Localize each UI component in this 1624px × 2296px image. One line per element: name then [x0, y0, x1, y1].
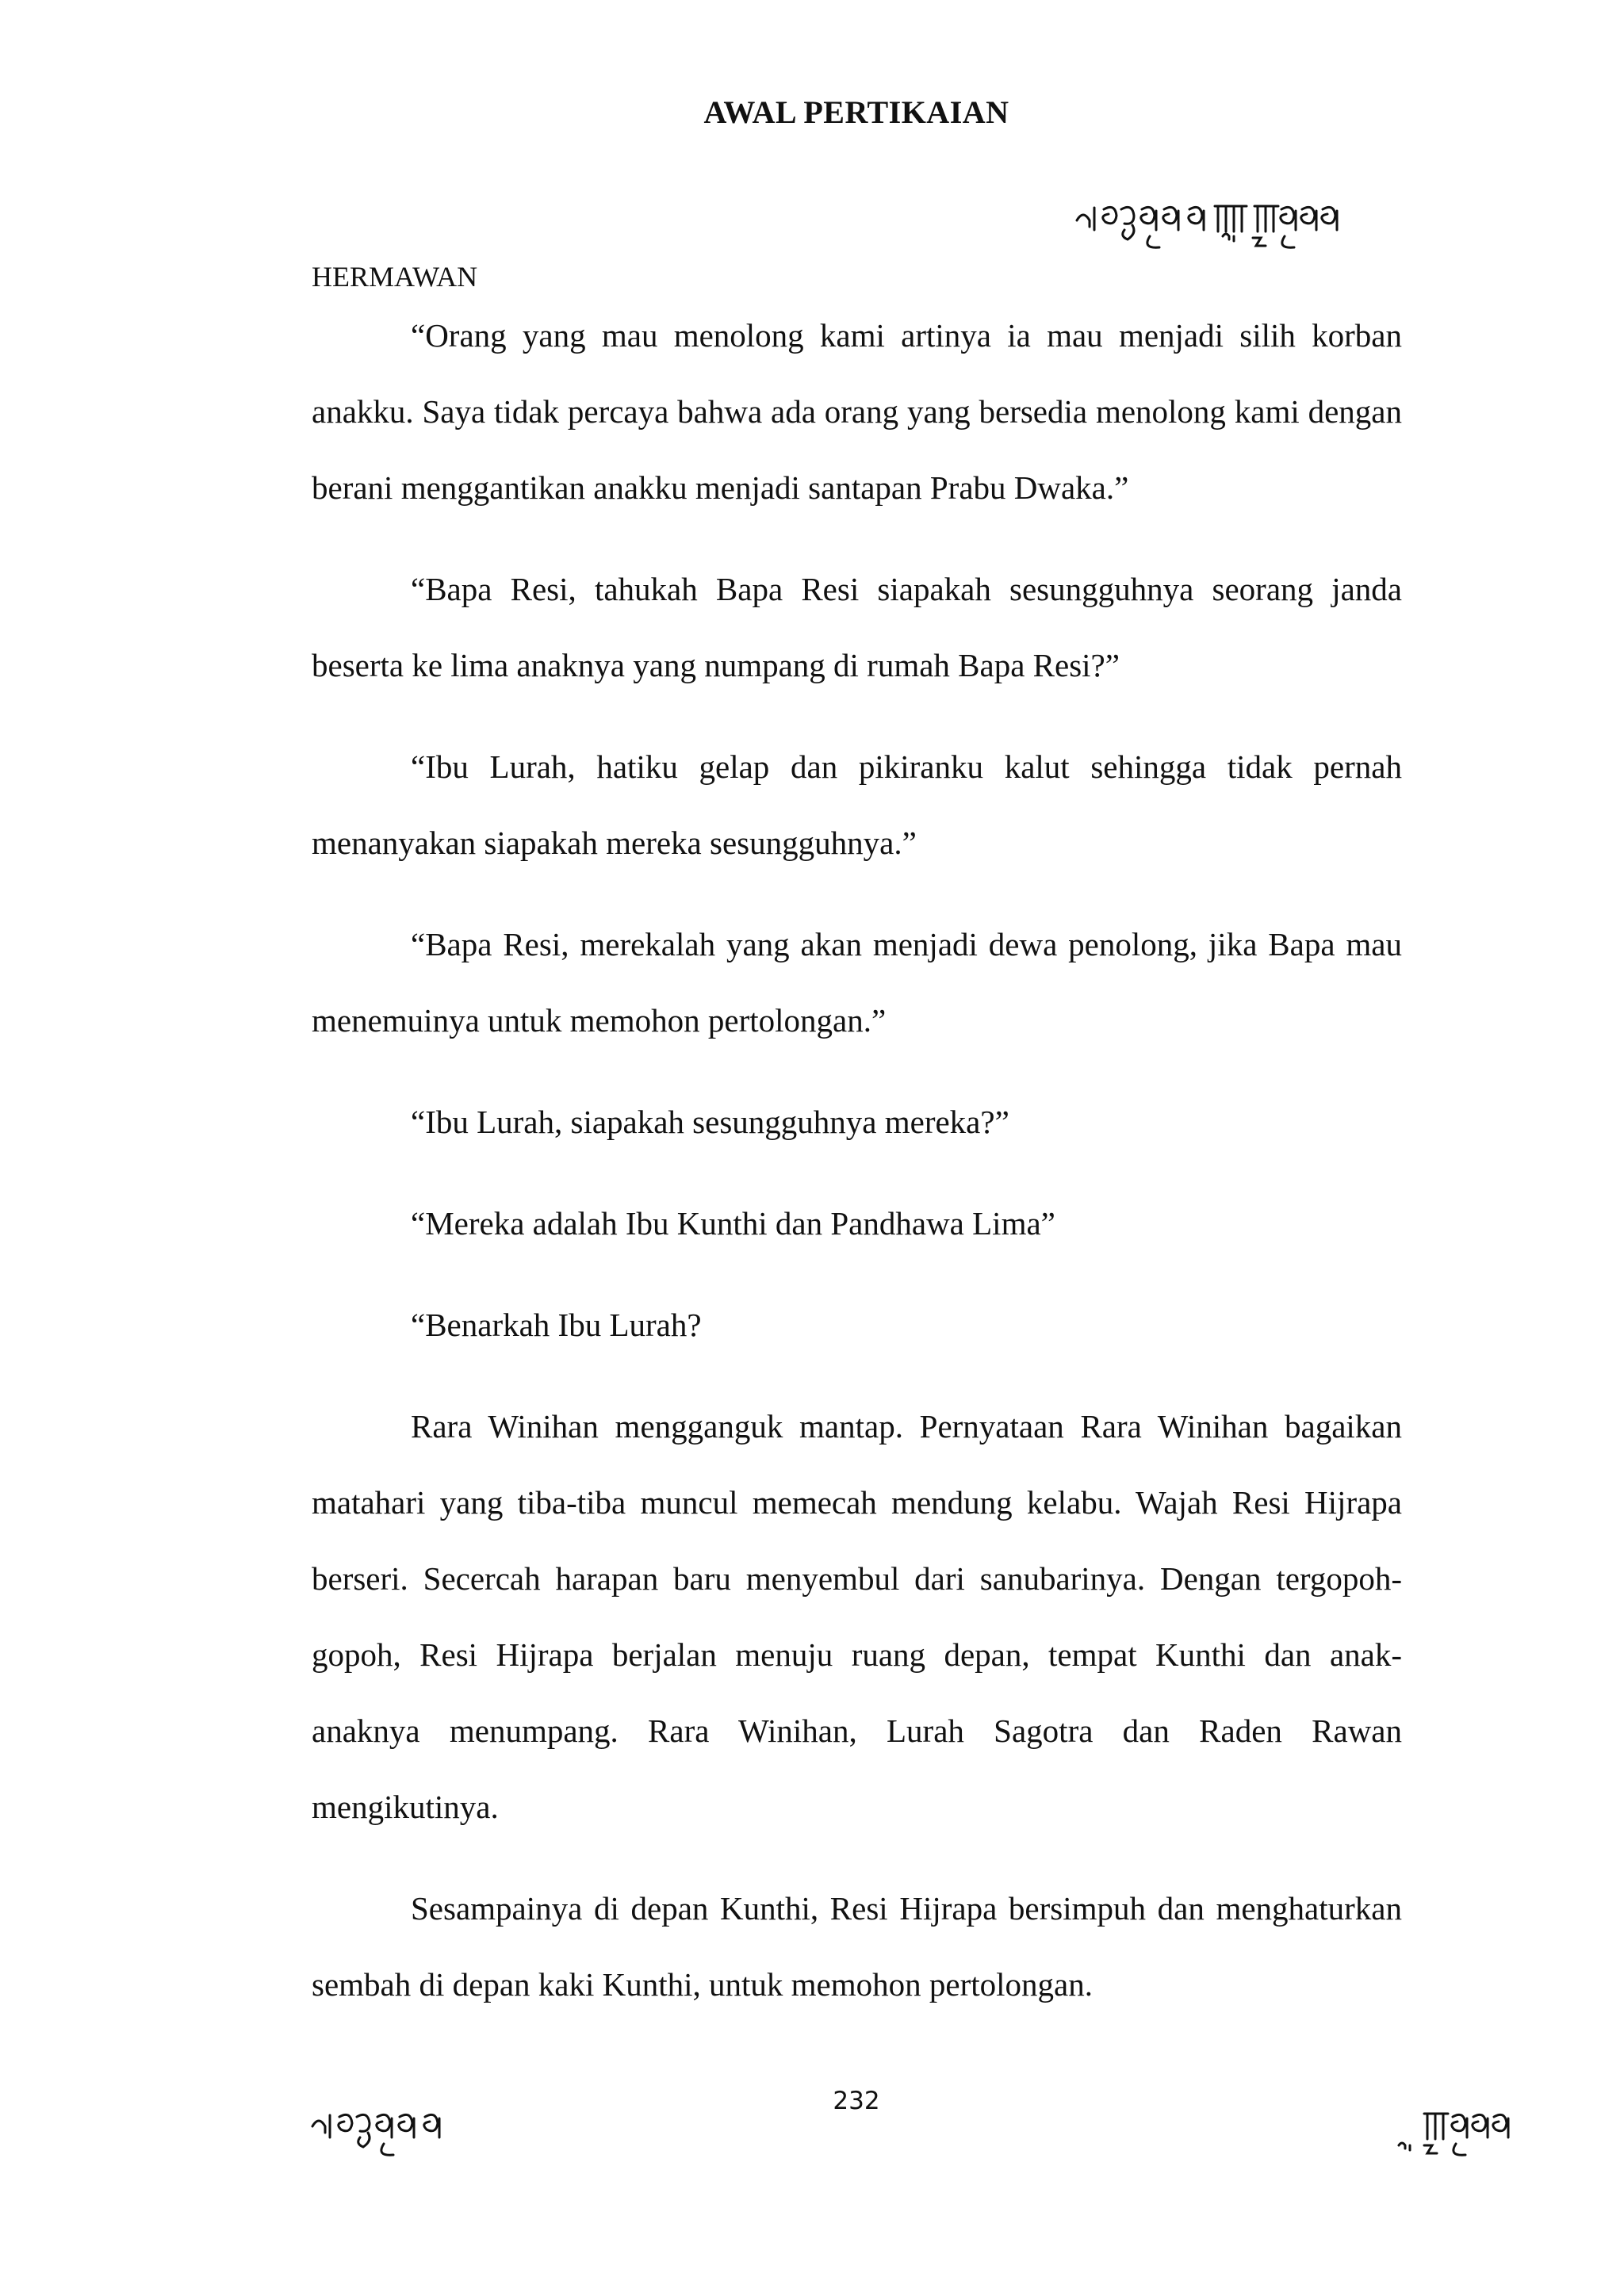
page-title: AWAL PERTIKAIAN — [703, 94, 1009, 130]
javanese-script-footer-left — [308, 2099, 498, 2163]
paragraph: “Benarkah Ibu Lurah? — [411, 1307, 702, 1343]
paragraph: “Ibu Lurah, siapakah sesungguhnya mereka?” — [411, 1104, 1009, 1140]
paragraph: Sesampainya di depan Kunthi, Resi Hijrapa bersimpuh dan menghaturkan sembah di depan kaki Kunthi, untuk memohon pertolongan. — [312, 1890, 1402, 2003]
paragraph: “Ibu Lurah, hatiku gelap dan pikiranku kalut sehingga tidak pernah menanyakan siapakah mereka sesungguhnya.” — [312, 748, 1402, 861]
javanese-script-footer-right — [1396, 2099, 1562, 2163]
paragraph: “Mereka adalah Ibu Kunthi dan Pandhawa Lima” — [411, 1205, 1055, 1242]
author-name: HERMAWAN — [312, 261, 478, 293]
paragraph: “Bapa Resi, merekalah yang akan menjadi dewa penolong, jika Bapa mau menemuinya untuk memohon pertolongan.” — [312, 926, 1402, 1039]
paragraph: “Bapa Resi, tahukah Bapa Resi siapakah sesungguhnya seorang janda beserta ke lima anaknya yang numpang di rumah Bapa Resi?” — [312, 571, 1402, 683]
paragraph: “Orang yang mau menolong kami artinya ia mau menjadi silih korban anakku. Saya tidak percaya bahwa ada orang yang bersedia menolong kami dengan berani menggantikan anakku menjadi santapan Prabu Dwaka.” — [312, 317, 1402, 506]
body-text — [312, 297, 1402, 2022]
paragraph: Rara Winihan mengganguk mantap. Pernyataan Rara Winihan bagaikan matahari yang tiba-tiba muncul memecah mendung kelabu. Wajah Resi Hijrapa berseri. Secercah harapan baru menyembul dari sanubarinya. Dengan tergopoh-gopoh, Resi Hijrapa berjalan menuju ruang depan, tempat Kunthi dan anak-anaknya menumpang. Rara Winihan, Lurah Sagotra dan Raden Rawan mengikutinya. — [312, 1408, 1402, 1825]
page-number: 232 — [833, 2087, 880, 2115]
javanese-script-header — [1071, 189, 1404, 260]
